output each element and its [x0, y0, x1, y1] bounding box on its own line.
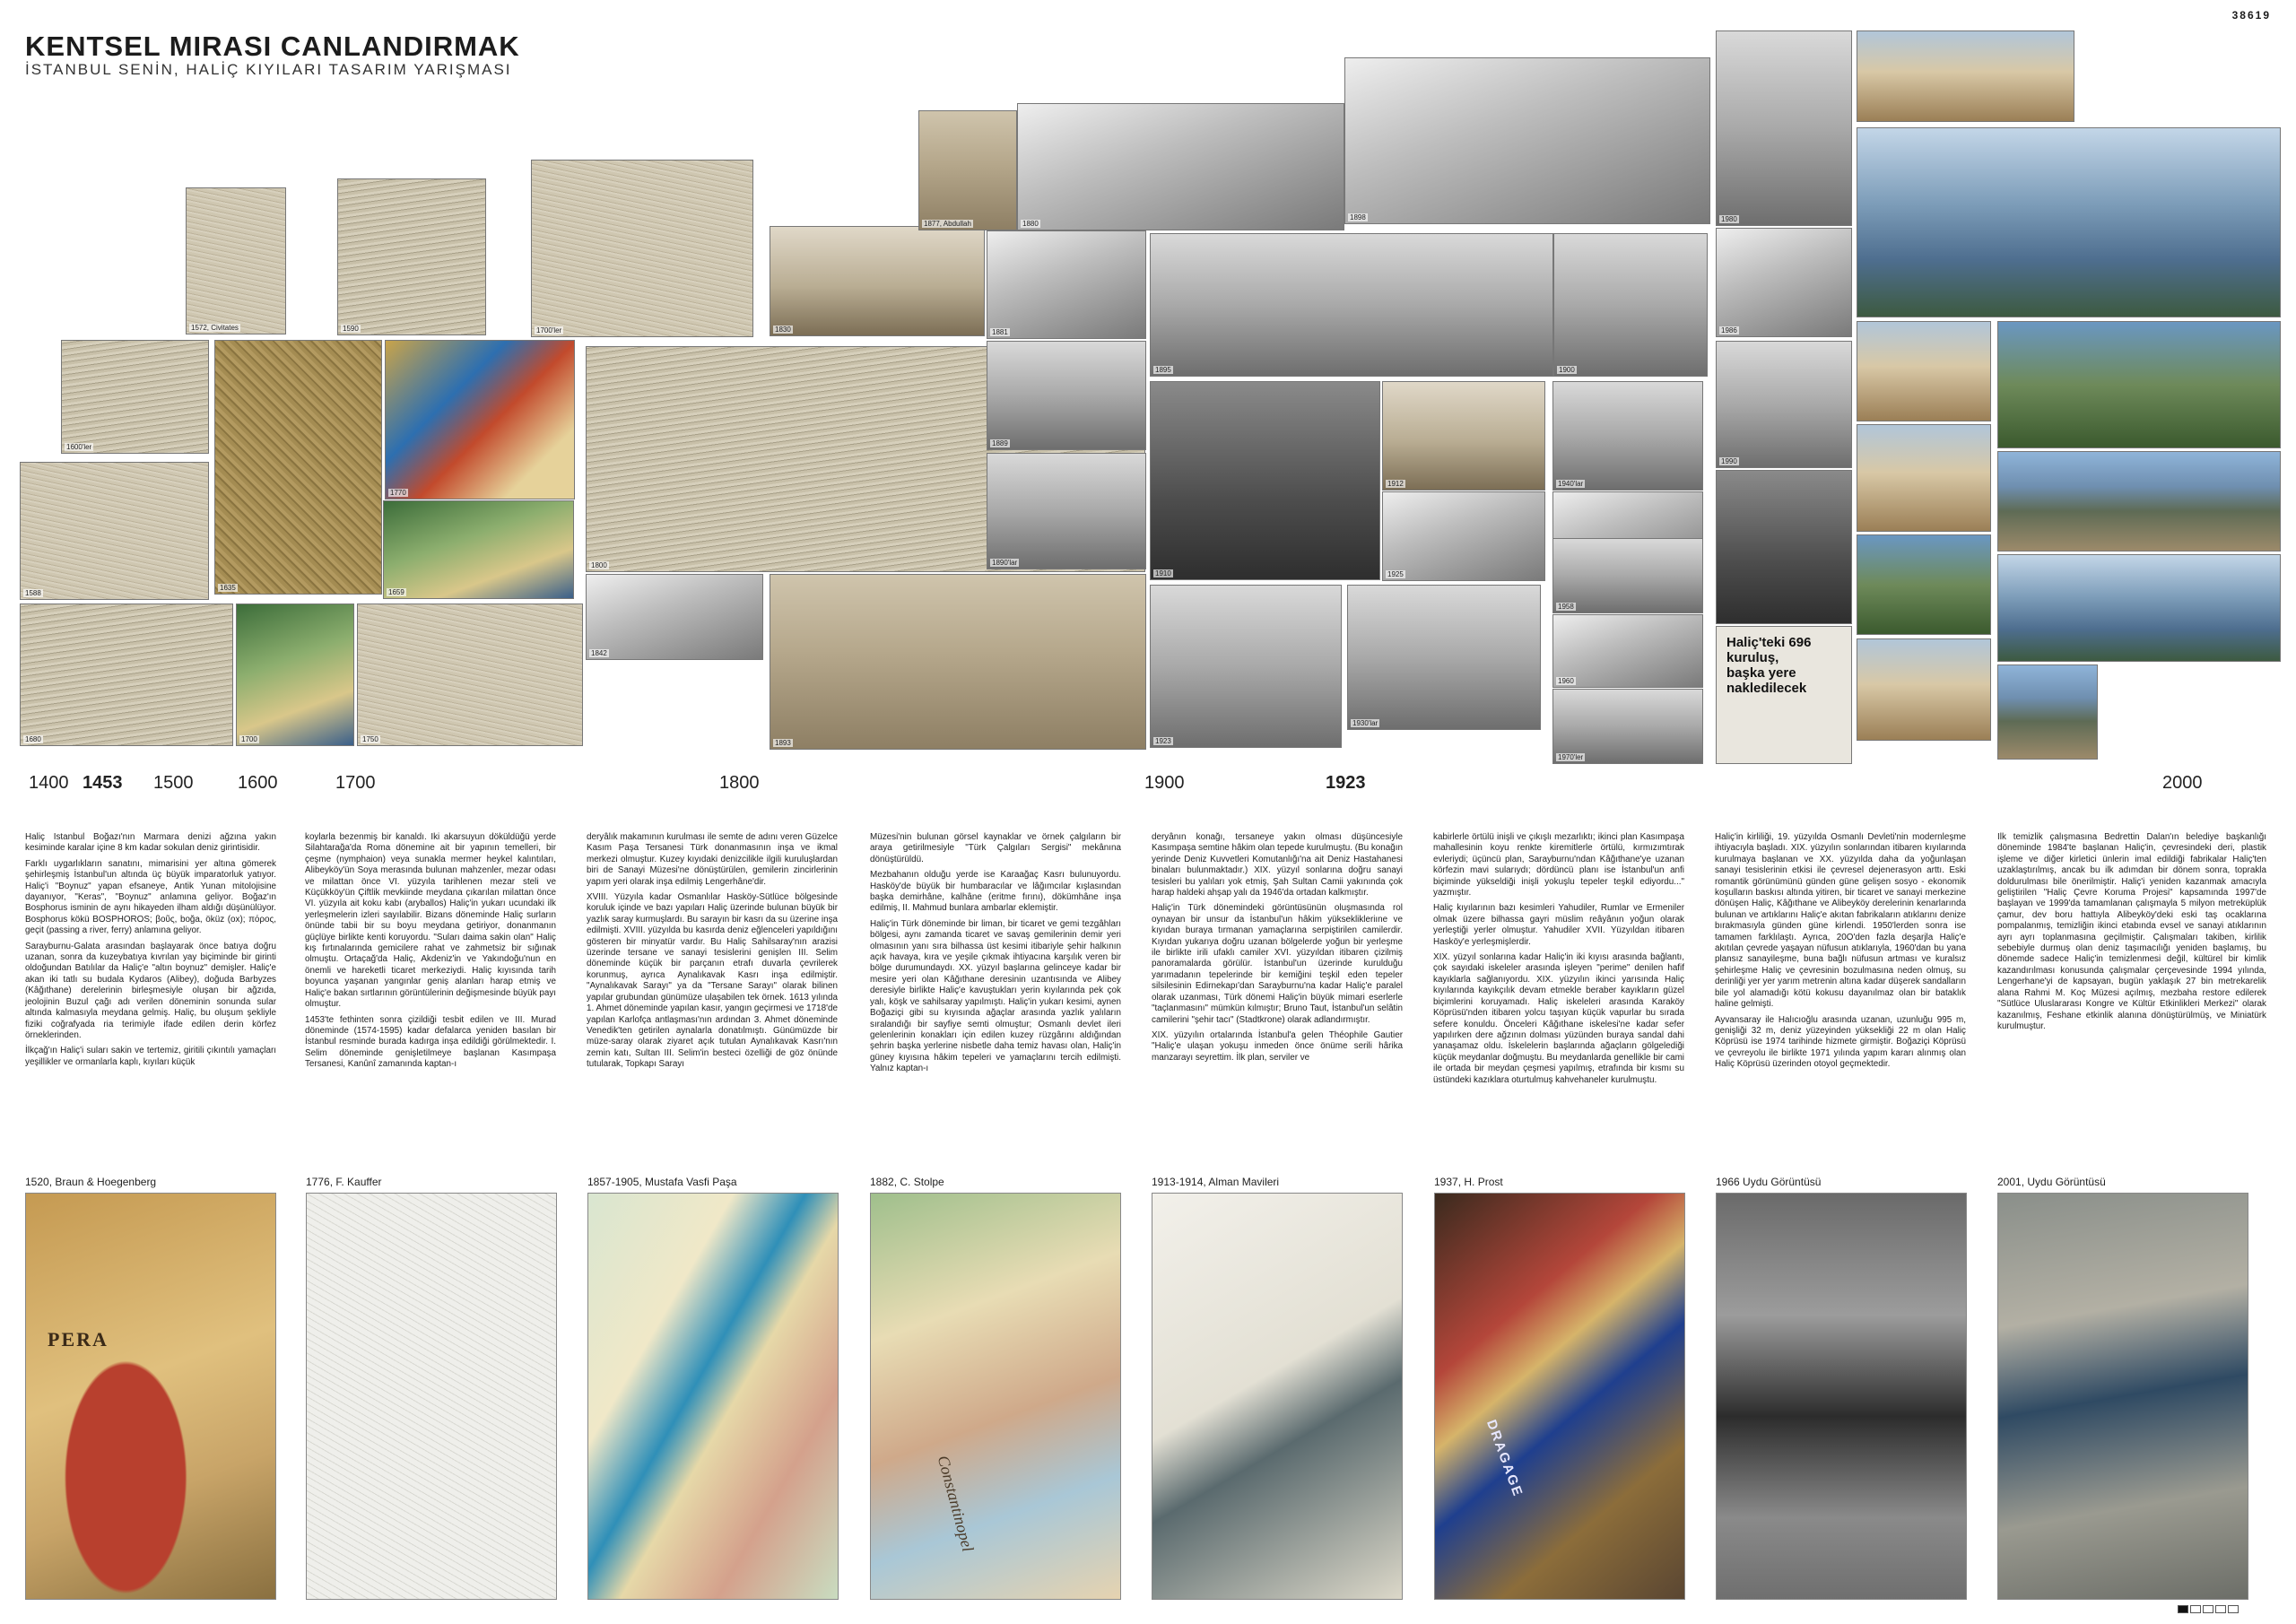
aerial-photo	[1997, 321, 2281, 448]
map-2001-satellite	[1997, 1193, 2248, 1600]
engraving-photo: 1590	[337, 178, 486, 335]
sepia-photo: 1912	[1382, 381, 1545, 491]
miniature-photo: 1770	[385, 340, 575, 499]
text-column-1: Haliç İstanbul Boğazı'nın Marmara denizi ağzına yakın kesiminde karalar içine 8 km kadar sokulan deniz girintisidir. Farklı uygarlıkların sanatını, mimarisini yer altına gömerek şehirleşmiş İstanbul'un altında üç büyük imparatorluk yatıyor. Haliç'i "Boynuz" yapan efsaneye, Antik Yunan mitolojisine dayanıyor, "Keras", "Boynuz" anlamına geliyor. Boğaz'ın Bosphorus isminin de aynı hikayeden ilham aldığı düşünülüyor. Bosphorus kökü BOSPHOROS; βοῦς, boğa, öküz (ox); πόρος, geçit (passing a river, ferry) anlamına geliyor. Sarayburnu-Galata arasından başlayarak önce batıya doğru uzanan, sonra da kuzeybatıya kıvrılan yay biçiminde bir girinti oldoğundan Batılılar da Haliç'e "altın boynuz" demişler. Haliç'e akan iki tatlı su budala Kydaros (Alibey), doğuda Barbyzes (Kâğıthane) derelerinin birleşmesiyle oluşan bir ağzıda, jeolojinin Buzul çağı adı verilen döneminin sonunda sular altında kalmasıyla meydana gelmiş. Haliç, bu oluşum şekliyle fiziki coğrafyada ria terimiyle ifade edilen derin körfez örneklerinden. İlkçağ'ın Haliç'i suları sakin ve tertemiz, giritili çıkıntılı yamaçları yeşillikler ve ormanlarla kaplı, kıyıları küçük	[25, 832, 276, 1067]
sheet-pager	[2178, 1602, 2240, 1618]
boat-photo: 1923	[1150, 585, 1342, 748]
engraving-photo: 1572, Civitates	[186, 187, 286, 334]
text-column-8: İlk temizlik çalışmasına Bedrettin Dalan'ın belediye başkanlığı döneminde 1984'te başlanan Haliç'in, çevresindeki deri, plastik işleme ve diğer kirletici ünlerin imal edildiği fabrikalar Haliç'ten uzaklaştırılmış, ancak bu ilk adımdan bir dönem sonra, toprakla doldurulması bile önerilmiştir. Haliç'i yeniden kazanmak amacıyla geliştirilen "Haliç Çevre Koruma Projesi" kapsamında 1997'de başlayan ve 1999'da tamamlanan çalışmayla 5 milyon metreküplük çamur, dev boru hattıyla Alibeyköy'deki eski taş ocaklarına pompalanmış, temizliğin ikinci etabında evsel ve sanayi atıklarının ayrı ayrı toplanmasına geçilmiştir. Çalışmaları takiben, kirlilik sebebiyle durmuş olan deniz taşımacılığı yeniden başlamış, bu dönemde sadece Haliç'in temizlenmesi değil, kültürel bir kimlik kazandırılması konusunda çalışmalar çerçevesinde 1994 yılında, Lengerhane'yi de kapsayan, bugün yaklaşık 27 bin metrekarelik alana Rahmi M. Koç Müzesi açılmış, mezbaha restore edilerek "Sütlüce Uluslararası Kongre ve Kültür Etkinlikleri Merkezi" olarak kazanılmış, Feshane etkinlik alanına dönüştürülmüş, ve Miniatürk kurulmuştur.	[1997, 832, 2266, 1031]
text-column-6: kabirlerle örtülü inişli ve çıkışlı mezarlıktı; ikinci plan Kasımpaşa mahallesinin koyu renkte kiremitlerle örtülü, kırmızımtırak evleriydi; üçüncü plan, Sarayburnu'ndan Kâğıthane'ye uzanan körfezin mavi sularıydı; dördüncü planı ise İstanbul'un anfi biçiminde yükseldiği inişli yokuşlu tepeler teşkil ediyordu..." yazmıştır. Haliç kıyılarının bazı kesimleri Yahudiler, Rumlar ve Ermeniler olmak üzere bilhassa gayri müslim reâyânın yoğun olarak yerleştiği yerler olmuştur. Yahudiler XVII. Yüzyıldan itibaren Hasköy'e yerleşmişlerdir. XIX. yüzyıl sonlarına kadar Haliç'in iki kıyısı arasında bağlantı, çok sayıdaki iskeleler arasında işleyen "perime" denilen hafif kayıklarla sağlanıyordu. XIX. yüzyılın ikinci yarısında Haliç kıyılarında kayıkçılık devam etmekle beraber kayıkların güzel biçimlerini koruyamadı. Haliç iskeleleri arasında Karaköy Köprüsü'nden itibaren yolcu taşıyan küçük vapurlar bu sırada sefere konuldu. Önceleri Kâğıthane iskelesi'ne kadar sefer yapılırken dere ağzının dolması yüzünden buraya sandal dahi yanaşamaz oldu. İskelelerin başlarında ağaçların gölgelediği küçük meydanlar doğmuştu. Bu meydanlarda genellikle bir cami ile ortada bir meydan çeşmesi yapılmış, etrafında bir kısmı su üstündeki kazıklara oturtulmuş kahvehaneler kurulmuştu.	[1433, 832, 1684, 1085]
colored-map-photo: 1700	[236, 604, 354, 746]
text-column-4: Müzesi'nin bulunan görsel kaynaklar ve örnek çalgıların bir araya getirilmesiyle "Türk Çalgıları Sergisi" mekânına dönüştürüldü. Mezbahanın olduğu yerde ise Karaağaç Kasrı bulunuyordu. Hasköy'de büyük bir humbaracılar ve lâğımcılar kışlasından başka demirhâne, kalhâne (eritme fırını), dökümhâne inşa edilmiş, II. Mahmud bunlara ambarlar eklemiştir. Haliç'in Türk döneminde bir liman, bir ticaret ve gemi tezgâhları bölgesi, aynı zamanda ticaret ve savaş gemilerinin demir yeri olmasının yanı sıra bilhassa üst kesimi itibariyle şehir halkının açık havaya, kıra ve yeşile çıkmak ihtiyacına karşılık veren bir bölge durumundaydı. XX. yüzyıl başlarına gelinceye kadar bir mesire yeri olan Kâğıthane deresinin uzantısında ve Alibey deresiyle birlikte Haliç'e kavuştukları yerin kıyılarında pek çok yalı, köşk ve sahilsaray yapılmıştı. Haliç'in yukarı kesimi, aynen Boğaziçi gibi su kıyısında ağaçlar arasında yazlık yalıların sıralandığı bir sayfiye semti olmuştur; Osmanlı devlet ileri gelenlerinin konakları için edilen kuzey rüzgârını aldığından şehrin başka yerlerine nisbetle daha temiz havası olan, Haliç'in güney kıyısına hâkim tepeleri ve yamaçlarını tercih edilmişti. Yalnız kaptan-ı	[870, 832, 1121, 1074]
year-label: 1900	[1144, 773, 1185, 793]
pavilion-photo	[1997, 554, 2281, 662]
street-photo: 1895	[1150, 233, 1553, 377]
map-caption: 1966 Uydu Görüntüsü	[1716, 1176, 1822, 1188]
construction-photo	[1857, 534, 1991, 635]
engraving-photo: 1600'ler	[61, 340, 209, 454]
bosphorus-photo: 1880	[1017, 103, 1344, 230]
map-caption: 1937, H. Prost	[1434, 1176, 1503, 1188]
shore-photo	[1857, 638, 1991, 741]
map-1913	[1152, 1193, 1403, 1600]
miniature-photo: 1659	[383, 500, 574, 599]
year-label: 1800	[719, 773, 760, 793]
map-caption: 1913-1914, Alman Mavileri	[1152, 1176, 1280, 1188]
golden-horn-aerial-photo: 1898	[1344, 57, 1710, 224]
bw-photo: 1940'lar	[1552, 381, 1703, 491]
newspaper-headline: Haliç'teki 696 kuruluş, başka yere nakledilecek	[1724, 632, 1821, 699]
bw-photo: 1970'ler	[1552, 689, 1703, 764]
page-title: KENTSEL MIRASI CANLANDIRMAK	[25, 30, 520, 62]
pager-dot	[2215, 1605, 2226, 1613]
bw-photo: 1960	[1552, 614, 1703, 688]
map-1776	[306, 1193, 557, 1600]
polluted-shore-photo	[1716, 470, 1852, 624]
text-column-2: koylarla bezenmiş bir kanaldı. İki akarsuyun döküldüğü yerde Silahtarağa'da Roma dönemine ait bir yapının temelleri, bir çeşme (nymphaion) veya sunakla mermer heykel kalıntıları, Alibeyköy'ün Soya merasında bulunan mahzenler, mezar odası ve milattan önce VI. yüzyıla tarihlenen mezar steli ve Küçükköy'ün Çiftlik mevkiinde meydana çıkarılan milattan önce VI. yüzyıla ait koku kabı (aryballos) Haliç'in yukarı ucundaki ilk yerleşmelerin izleri sayılabilir. Bizans döneminde Haliç surların önünde tabii bir su boyu meydana getiriyor, donanmanın güçlüye birlikte kenti koruyordu. "Suları daima sakin olan" Haliç kış fırtınalarında gemicilere rahat ve zahmetsiz bir sığınak olmuştu. Ortaçağ'da Haliç, Akdeniz'in ve Yakındoğu'nun en önemli ve hareketli ticaret merkeziydi. Haliç kıyısında tarih boyunca yaşanan yangınlar geniş alanları harap etmiş ve Haliç'e bakan sırtlarının görüntülerinin değişmesinde büyük payı olmuştur. 1453'te fethinten sonra çizildiği tesbit edilen ve III. Murad döneminde (1574-1595) kadar defalarca yeniden basılan bir İstanbul resminde burada kadırga inşa edildiği görülmektedir. I. Selim döneminde genişletilmeye başlanan Kasımpaşa Tersanesi, Kanûnî zamanında kaptan-ı	[305, 832, 556, 1070]
pager-dot	[2190, 1605, 2201, 1613]
bw-photo: 1889	[987, 341, 1146, 450]
map-caption: 1857-1905, Mustafa Vasfi Paşa	[587, 1176, 737, 1188]
map-1937: DRAGAGE	[1434, 1193, 1685, 1600]
sepia-photo: 1877, Abdullah	[918, 110, 1017, 230]
pager-dot	[2178, 1605, 2188, 1613]
engraving-photo: 1750	[357, 604, 583, 746]
aerial-photo: 1980	[1716, 30, 1852, 226]
text-column-3: deryâlık makamının kurulması ile semte de adını veren Güzelce Kasım Paşa Tersanesi Türk donanmasının inşa ve ikmal merkezi olmuştur. Kuzey kıyıdaki denizcilikle ilgili kuruluşlardan biri de Sanayi Müzesi'ne dönüştürülen, gemilerin zincirlerinin yapım yeri olarak inşa edilmiş Lengerhâne'dir. XVIII. Yüzyıla kadar Osmanlılar Hasköy-Sütlüce bölgesinde koruluk içinde ve bazı yapıları Haliç üzerinde bulunan büyük bir yazlık saray kurmuşlardı. Bu sarayın bir kasrı da su üzerine inşa edilmişti. XVIII. yüzyılda bu kasırda deniz eğlenceleri yapıldığını gösteren bir minyatür vardır. Bu Haliç Sahilsaray'nın arazisi üzerinde tersane ve sanayi tesislerini genişlen III. Selim döneminde küçük bir parçanın etrafı duvarla çevrilerek korunmuş, ayrıca Aynalıkavak Kasrı inşa edilmiştir. "Aynalıkavak Sarayı" ya da "Tersane Sarayı" olarak bilinen yapılar grubundan günümüze ulaşabilen tek örnek. 1613 yılında 1. Ahmet döneminde yapılan kasır, yangın geçirmesi ve 1718'de yapılan Karlofça antlaşması'nın ardından 3. Ahmet döneminde Venedik'ten getirilen aynalarla donatılmıştı. Günümüzde bir müze-saray olarak ziyaret açık tutulan Aynalıkavak Kasrı'nın zemin katı, Sultan III. Selim'in besteci özelliği de göz önünde tutularak, Topkapı Sarayı	[587, 832, 838, 1070]
bw-photo: 1958	[1552, 538, 1703, 613]
congress-center-photo	[1997, 451, 2281, 551]
year-label: 2000	[2162, 773, 2203, 793]
sheet-number: 38619	[2231, 9, 2271, 22]
engraving-photo: 1588	[20, 462, 209, 600]
map-1882: Constantinopel	[870, 1193, 1121, 1600]
year-label: 1923	[1326, 773, 1366, 793]
building-photo	[1857, 424, 1991, 532]
bw-photo: 1990	[1716, 341, 1852, 468]
map-caption: 1776, F. Kauffer	[306, 1176, 382, 1188]
golden-horn-panorama-photo	[1857, 127, 2281, 317]
ferry-pier-photo: 1930'lar	[1347, 585, 1541, 730]
map-1966-satellite	[1716, 1193, 1967, 1600]
pier-photo	[1997, 664, 2098, 760]
bw-photo: 1986	[1716, 228, 1852, 337]
text-column-5: deryânın konağı, tersaneye yakın olması düşüncesiyle Kasımpaşa semtine hâkim olan tepede kurulmuştu. (Bu konağın yerinde Deniz Kuvvetleri Komutanlığı'na ait Deniz Hastahanesi binaları bulunmaktadır.) XIX. yüzyıl sonlarına doğru sanayi tesisleri bu yalıları yok etmiş, Şah Sultan Camii yakınında çok harap haldeki ahşap yalı da 1946'da ortadan kalkmıştır. Haliç'in Türk dönemindeki görüntüsünün oluşmasında rol oynayan bir unsur da İstanbul'un hâkim yükseklikleriıne ve kıyıdan buraya tırmanan yamaçlarına serpiştirilen camilerdir. Kıyıdan yukarıya doğru uzanan bölgelerde yoğun bir yerleşme ile birlikte irili ufaklı camiler XVI. yüzyıldan itibaren çizilmiş panoramalarda görülür. İstanbul'un üzerinde kurulduğu yarımadanın tepelerinde bir kemiğini teşkil eden tepeler silsilesinin Edirnekapı'dan Sarayburnu'na kadar Haliç'e paralel olarak uzanması, Türk dönemi Haliç'in büyük mimari eserlerle "taçlanmasını" mümkün kılmıştır; Bruno Taut, İstanbul'un selâtin camilerini "şehir tacı" (Stadtkrone) olarak adlandırmıştır. XIX. yüzyılın ortalarında İstanbul'a gelen Théophile Gautier "Haliç'e ulaşan yokuşu inmeden önce önüme serili hârika manzarayı seyrettim. İlk plan, serviler ve	[1152, 832, 1403, 1063]
building-photo	[1857, 321, 1991, 421]
pager-dot	[2228, 1605, 2239, 1613]
map-1857	[587, 1193, 839, 1600]
map-caption: 2001, Uydu Görüntüsü	[1997, 1176, 2106, 1188]
bw-photo: 1900	[1553, 233, 1708, 377]
harbor-photo: 1830	[770, 226, 985, 336]
map-caption: 1520, Braun & Hoegenberg	[25, 1176, 157, 1188]
picnic-photo: 1893	[770, 574, 1146, 750]
panorama-engraving: 1800	[586, 346, 1145, 572]
map-1520: PERA	[25, 1193, 276, 1600]
bw-photo: 1890'lar	[987, 453, 1146, 569]
map-caption: 1882, C. Stolpe	[870, 1176, 944, 1188]
pager-dot	[2203, 1605, 2213, 1613]
year-label: 1453	[83, 773, 123, 793]
palace-photo	[1857, 30, 2074, 122]
bw-photo: 1925	[1382, 491, 1545, 581]
bw-photo: 1842	[586, 574, 763, 660]
year-label: 1500	[153, 773, 194, 793]
panorama-engraving: 1700'ler	[531, 160, 753, 337]
year-label: 1700	[335, 773, 376, 793]
engraving-photo: 1680	[20, 604, 233, 746]
page-subtitle: İSTANBUL SENİN, HALİÇ KIYILARI TASARIM YARIŞMASI	[25, 61, 512, 78]
text-column-7: Haliç'in kirliliği, 19. yüzyılda Osmanlı Devleti'nin modernleşme ihtiyacıyla başladı. XIX. yüzyılın sonlarından itibaren kıyılarında kurulmaya başlanan ve XX. yüzyılda daha da yoğunlaşan sanayi tesislerinin etkisi ile çevresel dejenerasyon arttı. Eski romantik görünümünü günden güne gelişen sosyo - ekonomik koşulların baskısı altında yitiren, bir ticaret ve sanayi merkezine dönüşen Haliç, Kâğıthane ve Alibeyköy derelerinin kenarlarında bulunan ve artıklarını Haliç'e akıtan fabrikaların atıklarını denize bırakmasıyla günden güne kirlendi. 1950'lerden sonra ise tamamen farklılaştı. Ayrıca, 20O'den fazla deşarjla Haliç'e akıtılan çevrede yaşayan nüfusun atıklarıyla, 1960'dan bu yana plansız sanayileşme, buna bağlı nüfusun artması ve kuralsız şehirleşme Haliç ve çevresinin bozulmasına neden olmuş, su derinliği yer yer yarım metrenin altına kadar düşerek sandalların bile yol alamadığı kötü kokusu dayanılmaz olan bir bataklık haline gelmişti. Ayvansaray ile Halıcıoğlu arasında uzanan, uzunluğu 995 m, genişliği 32 m, deniz yüzeyinden yüksekliği 22 m olan Haliç Köprüsü ise 1974 tarihinde hizmete girmiştir. Boğaziçi Köprüsü ve çevreyolu ile birlikte 1971 yılında yapım kararı alınmış olan Haliç Köprüsü üzerinden otoyol geçmektedir.	[1715, 832, 1966, 1070]
year-label: 1600	[238, 773, 278, 793]
bw-photo: 1881	[987, 230, 1146, 339]
old-map-photo: 1635	[214, 340, 382, 595]
cafe-photo: 1910	[1150, 381, 1380, 580]
year-label: 1400	[29, 773, 69, 793]
